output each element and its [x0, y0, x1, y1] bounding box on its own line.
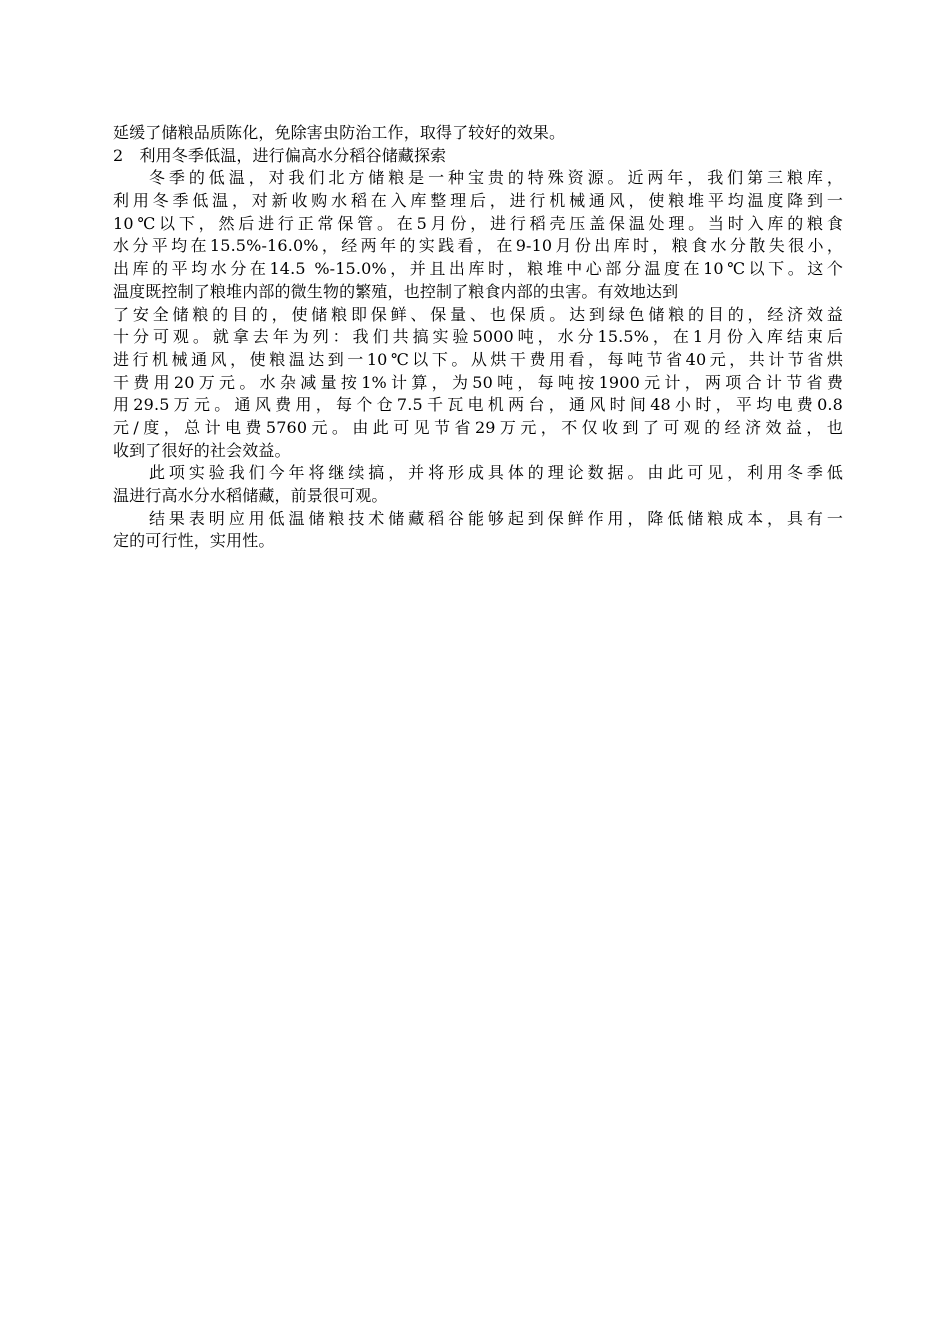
text-line: 了安全储粮的目的，使储粮即保鲜、保量、也保质。达到绿色储粮的目的，经济效益: [113, 304, 843, 324]
text-line: 十分可观。就拿去年为列：我们共搞实验5000吨，水分15.5%，在1月份入库结束后: [113, 327, 843, 347]
document-body: [113, 122, 843, 553]
text-line: 出库的平均水分在14.5 %-15.0%，并且出库时，粮堆中心部分温度在10℃以下。这个: [113, 259, 843, 279]
text-line: 进行机械通风，使粮温达到一10℃以下。从烘干费用看，每吨节省40元，共计节省烘: [113, 349, 843, 369]
text-line: 延缓了储粮品质陈化，免除害虫防治工作，取得了较好的效果。: [113, 123, 566, 142]
text-line: 此项实验我们今年将继续搞，并将形成具体的理论数据。由此可见，利用冬季低: [149, 463, 843, 483]
text-line: 冬季的低温，对我们北方储粮是一种宝贵的特殊资源。近两年，我们第三粮库，: [149, 168, 843, 188]
text-line: 收到了很好的社会效益。: [113, 440, 291, 460]
text-line: 结果表明应用低温储粮技术储藏稻谷能够起到保鲜作用，降低储粮成本，具有一: [149, 508, 843, 528]
text-line: 利用冬季低温，对新收购水稻在入库整理后，进行机械通风，使粮堆平均温度降到一: [113, 191, 843, 211]
text-line: 干费用20万元。水杂减量按1%计算，为50吨，每吨按1900元计，两项合计节省费: [113, 372, 843, 392]
text-line: 2 利用冬季低温，进行偏高水分稻谷储藏探索: [113, 145, 447, 165]
text-line: 定的可行性，实用性。: [113, 531, 275, 551]
text-line: 水分平均在15.5%-16.0%，经两年的实践看，在9-10月份出库时，粮食水分散失很小，: [113, 236, 843, 256]
text-line: 元/度，总计电费5760元。由此可见节省29万元，不仅收到了可观的经济效益，也: [113, 417, 843, 437]
text-line: 温进行高水分水稻储藏，前景很可观。: [113, 486, 388, 505]
text-line: 用29.5万元。通风费用，每个仓7.5千瓦电机两台，通风时间48小时，平均电费0.8: [113, 395, 843, 415]
text-line: 10℃以下，然后进行正常保管。在5月份，进行稻壳压盖保温处理。当时入库的粮食: [113, 213, 843, 233]
text-line: 温度既控制了粮堆内部的微生物的繁殖，也控制了粮食内部的虫害。有效地达到: [113, 281, 679, 301]
